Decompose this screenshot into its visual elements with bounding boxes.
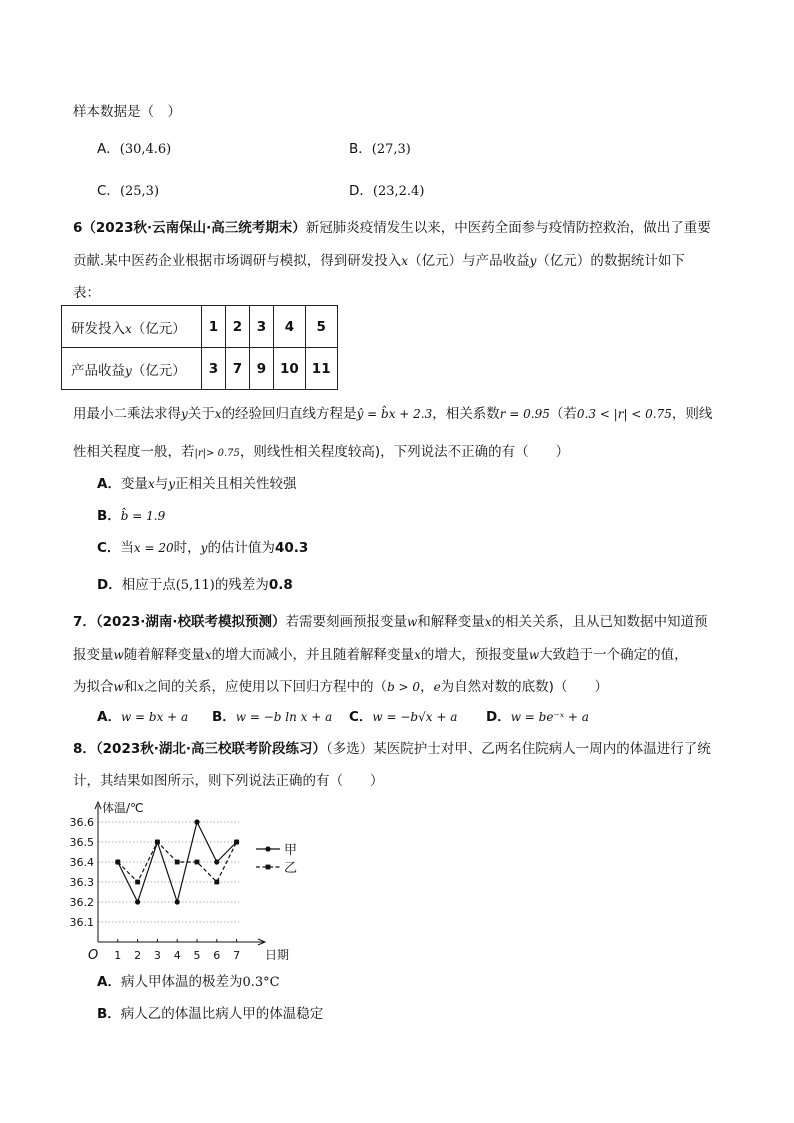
data-point-yi <box>115 860 120 865</box>
var-x: x <box>214 407 222 421</box>
table-cell: 10 <box>274 348 306 390</box>
q8-stem-line-2 <box>73 771 384 791</box>
text: （若 <box>549 406 577 422</box>
text: 为拟合 <box>73 679 114 695</box>
q7-stem-line-2 <box>73 645 688 665</box>
q5-option-a[interactable] <box>97 139 171 160</box>
var-x: x <box>414 648 421 662</box>
point: (5,11) <box>175 578 215 593</box>
q7-option-b[interactable] <box>212 707 332 727</box>
question-source: （2023·湖南·校联考模拟预测） <box>95 614 286 630</box>
text: 病人乙的体温比病人甲的体温稳定 <box>120 1006 324 1022</box>
data-point-yi <box>175 860 180 865</box>
q7-stem-line-3 <box>73 677 608 697</box>
row-header: 产品收益y（亿元） <box>62 348 202 390</box>
text: 若需要刻画预报变量 <box>285 614 407 630</box>
option-value: b̂ = 1.9 <box>120 509 166 523</box>
option-letter: B． <box>97 1006 121 1022</box>
option-value: w = −b ln x + a <box>235 710 333 724</box>
correlation-value: r = 0.95 <box>499 407 550 421</box>
q8-option-a[interactable] <box>97 972 280 993</box>
text: ，则线 <box>671 406 713 422</box>
var-y: y <box>200 541 208 555</box>
option-letter: D． <box>349 183 373 199</box>
stem-text: （亿元）与产品收益 <box>408 253 530 269</box>
x-tick-label: 5 <box>193 949 201 962</box>
text: 性相关程度一般，若 <box>73 444 195 460</box>
q7-option-c[interactable] <box>349 707 457 727</box>
option-value: w = bx + a <box>120 710 189 724</box>
var-x: x <box>401 254 409 268</box>
data-point-yi <box>234 840 239 845</box>
text: 计，其结果如图所示，则下列说法正确的有（ ） <box>73 773 384 789</box>
table-row <box>62 348 338 390</box>
q8-option-b[interactable] <box>97 1004 323 1024</box>
question-source: （2023秋·云南保山·高三统考期末） <box>82 220 306 236</box>
var-x: x <box>137 680 145 694</box>
q7-option-d[interactable] <box>486 707 589 727</box>
y-tick-label: 36.5 <box>69 836 94 849</box>
table-cell: 3 <box>202 348 226 390</box>
expression: x = 20 <box>133 541 174 555</box>
option-letter: B． <box>97 508 121 524</box>
text: 随着解释变量 <box>123 647 205 663</box>
q6-text-line-1 <box>73 404 712 424</box>
value: 40.3 <box>274 540 309 556</box>
data-point-jia <box>135 899 140 904</box>
x-axis-label: 日期 <box>265 948 290 962</box>
question-source: （2023秋·湖北·高三校联考阶段练习） <box>95 741 326 757</box>
text: 正相关且相关性较强 <box>175 476 297 492</box>
text: 变量 <box>120 476 148 492</box>
option-letter: B． <box>349 141 372 157</box>
x-tick-label: 4 <box>173 949 181 962</box>
text: 病人甲体温的极差为 <box>120 974 243 990</box>
option-value: (30,4.6) <box>119 142 172 157</box>
q7-option-a[interactable] <box>97 707 188 727</box>
data-point-jia <box>175 899 180 904</box>
text: 的残差为 <box>214 577 269 593</box>
question-number: 7． <box>73 614 96 630</box>
q5-option-c[interactable] <box>97 181 159 202</box>
option-letter: C． <box>97 540 121 556</box>
option-value: w = −b√x + a <box>372 710 458 724</box>
text: 大致趋于一个确定的值， <box>539 647 688 663</box>
option-letter: D． <box>486 709 511 725</box>
q6-stem-line-2 <box>73 251 685 271</box>
x-tick-label: 7 <box>233 949 241 962</box>
option-letter: D． <box>97 577 122 593</box>
text: 时， <box>173 540 201 556</box>
var-y: y <box>181 407 188 421</box>
y-tick-label: 36.2 <box>69 896 94 909</box>
q6-stem-line-3 <box>73 283 100 303</box>
q6-option-c[interactable] <box>97 538 308 558</box>
option-value: (27,3) <box>371 142 411 157</box>
var-y: y <box>168 477 176 491</box>
data-point-yi <box>195 860 200 865</box>
text: 之间的关系，应使用以下回归方程中的（ <box>144 679 388 695</box>
legend-marker <box>265 846 270 851</box>
y-tick-label: 36.6 <box>69 816 94 829</box>
regression-equation: ŷ = b̂x + 2.3 <box>356 407 433 421</box>
text: 样本数据是（ ） <box>73 104 181 120</box>
var-x: x <box>147 477 155 491</box>
var-w: w <box>113 648 124 662</box>
table-cell: 4 <box>274 306 306 348</box>
y-tick-label: 36.1 <box>69 916 94 929</box>
var-x: x <box>204 648 212 662</box>
option-letter: B． <box>212 709 236 725</box>
q5-option-d[interactable] <box>349 181 424 202</box>
table-cell: 11 <box>305 348 337 390</box>
legend-label: 甲 <box>284 843 298 858</box>
stem-text: 贡献.某中医药企业根据市场调研与模拟，得到研发投入 <box>73 253 402 269</box>
y-axis-label: 体温/℃ <box>102 801 144 815</box>
stem-text: （亿元）的数据统计如下 <box>536 253 685 269</box>
text: 与 <box>154 476 169 492</box>
q8-stem-line-1 <box>73 739 711 759</box>
data-point-jia <box>194 819 199 824</box>
x-tick-label: 6 <box>213 949 221 962</box>
option-letter: C． <box>349 709 373 725</box>
text: 报变量 <box>73 647 114 663</box>
option-letter: A． <box>97 709 121 725</box>
q5-option-b[interactable] <box>349 139 411 160</box>
text: 的增大，预报变量 <box>420 647 529 663</box>
y-tick-label: 36.3 <box>69 876 94 889</box>
text: ，则线性相关程度较高)，下列说法不正确的有（ ） <box>239 444 570 460</box>
text: 关于 <box>187 406 215 422</box>
text: 的增大而减小，并且随着解释变量 <box>211 647 415 663</box>
text: 和 <box>123 679 138 695</box>
table-cell: 3 <box>250 306 274 348</box>
text: 为自然对数的底数)（ ） <box>440 679 608 695</box>
text: ， <box>420 679 434 695</box>
x-tick-label: 2 <box>134 949 142 962</box>
range-expression: 0.3 < |r| < 0.75 <box>576 407 672 421</box>
var-w: w <box>528 648 540 662</box>
data-point-jia <box>214 859 219 864</box>
condition: b > 0 <box>387 680 421 694</box>
table-cell: 9 <box>250 348 274 390</box>
text: 的经验回归直线方程是 <box>221 406 357 422</box>
q6-stem-line-1 <box>73 218 711 238</box>
stem-text: 新冠肺炎疫情发生以来，中医药全面参与疫情防控救治，做出了重要 <box>305 220 711 236</box>
value: 0.8 <box>268 577 293 593</box>
q7-stem-line-1 <box>73 612 708 632</box>
var-w: w <box>113 680 124 694</box>
data-point-yi <box>135 880 140 885</box>
question-number: 8． <box>73 741 96 757</box>
x-tick-label: 3 <box>153 949 161 962</box>
text: 的估计值为 <box>207 540 275 556</box>
option-value: (25,3) <box>119 184 160 199</box>
text: 和解释变量 <box>417 614 485 630</box>
stem-text: 表： <box>73 285 100 301</box>
option-letter: A． <box>97 974 121 990</box>
data-table <box>61 305 338 390</box>
text: 的相关关系，且从已知数据中知道预 <box>491 614 708 630</box>
q6-option-d[interactable] <box>97 575 293 596</box>
option-letter: A． <box>97 141 120 157</box>
table-cell: 7 <box>226 348 250 390</box>
text: （多选）某医院护士对甲、乙两名住院病人一周内的体温进行了统 <box>326 741 711 757</box>
var-y: y <box>529 254 537 268</box>
row-header: 研发投入x（亿元） <box>62 306 202 348</box>
table-cell: 5 <box>305 306 337 348</box>
q6-option-a[interactable] <box>97 474 297 494</box>
option-value: w = be⁻ˣ + a <box>510 710 589 724</box>
var-e: e <box>433 680 441 694</box>
question-number: 6 <box>73 220 83 236</box>
text: ，相关系数 <box>432 406 500 422</box>
q6-text-line-2 <box>73 442 569 464</box>
y-tick-label: 36.4 <box>69 856 94 869</box>
var-x: x <box>484 615 492 629</box>
x-tick-label: 1 <box>114 949 122 962</box>
option-letter: A． <box>97 476 121 492</box>
temperature-line-chart <box>60 795 320 965</box>
option-value: (23,2.4) <box>372 184 425 199</box>
data-point-yi <box>214 880 219 885</box>
value: 0.3°C <box>242 975 280 990</box>
text: 当 <box>120 540 134 556</box>
legend-label: 乙 <box>284 861 298 876</box>
text: 用最小二乘法求得 <box>73 406 181 422</box>
var-w: w <box>407 615 418 629</box>
legend-marker <box>266 865 271 870</box>
table-row <box>62 306 338 348</box>
data-point-yi <box>155 840 160 845</box>
option-letter: C． <box>97 183 120 199</box>
table-cell: 1 <box>202 306 226 348</box>
origin-label: O <box>88 948 99 963</box>
table-cell: 2 <box>226 306 250 348</box>
text: 相应于点 <box>121 577 176 593</box>
question-5-stem-end <box>73 102 181 122</box>
range-expression: |r|> 0.75 <box>194 448 240 459</box>
q6-option-b[interactable] <box>97 506 165 526</box>
